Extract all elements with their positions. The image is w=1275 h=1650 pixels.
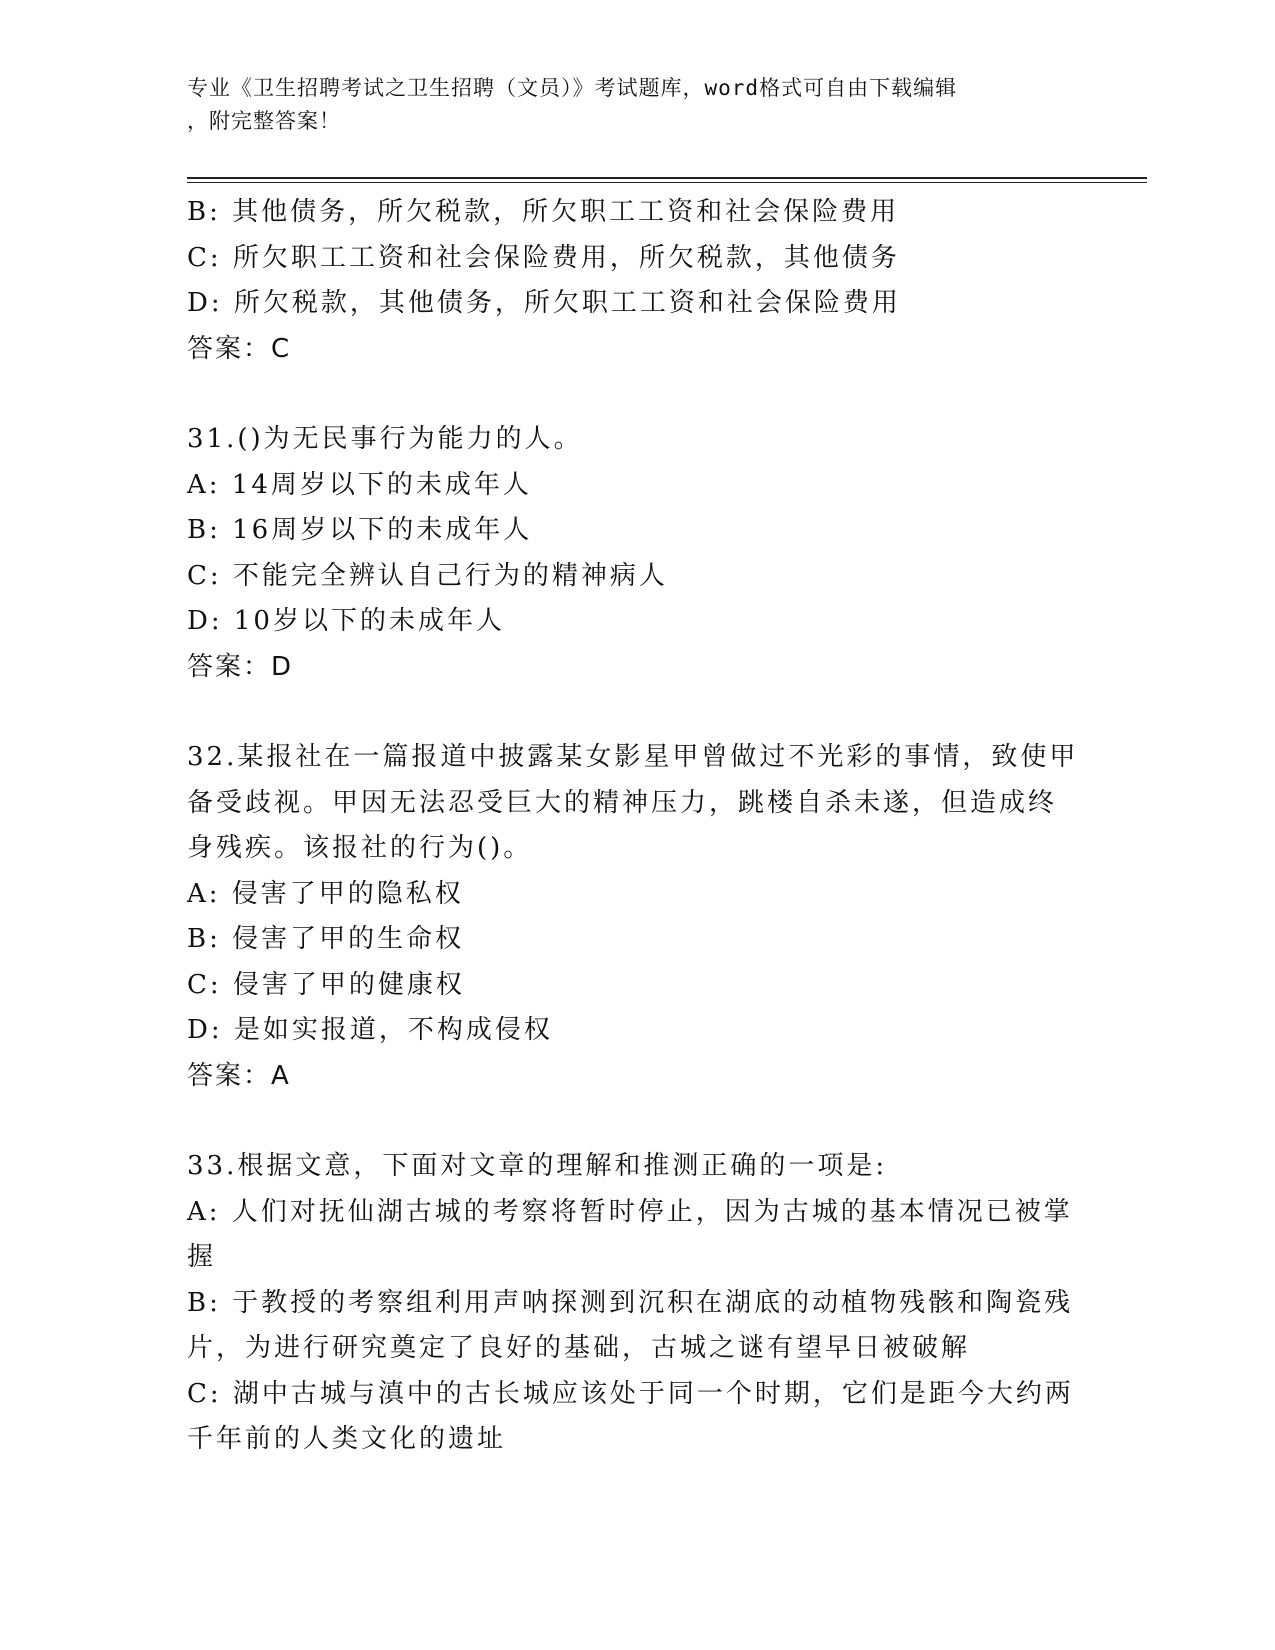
q33-option-b-line2: 片，为进行研究奠定了良好的基础，古城之谜有望早日被破解 [187, 1333, 971, 1363]
question-content [187, 190, 1079, 1463]
q31-option-c: C: 不能完全辨认自己行为的精神病人 [187, 560, 668, 591]
q31-answer: 答案：D [187, 651, 294, 682]
q32-option-b: B: 侵害了甲的生命权 [187, 924, 465, 954]
question-33-block [187, 1144, 1074, 1463]
header-title-line1: 专业《卫生招聘考试之卫生招聘（文员）》考试题库，word格式可自由下载编辑 [187, 76, 958, 100]
question-32-block [187, 735, 1079, 1099]
q32-stem-line1: 32.某报社在一篇报道中披露某女影星甲曾做过不光彩的事情，致使甲 [187, 742, 1079, 772]
header-title-line2: ，附完整答案！ [187, 109, 341, 133]
question-30-block [187, 190, 1067, 372]
q30-option-b: B: 其他债务，所欠税款，所欠职工工资和社会保险费用 [187, 197, 900, 227]
q31-option-b: B: 16周岁以下的未成年人 [187, 515, 533, 545]
q33-option-b-line1: B: 于教授的考察组利用声呐探测到沉积在湖底的动植物残骸和陶瓷残 [187, 1287, 1074, 1318]
page-header [187, 72, 1087, 138]
q33-option-c-line1: C: 湖中古城与滇中的古长城应该处于同一个时期，它们是距今大约两 [187, 1378, 1074, 1409]
q32-stem-line3: 身残疾。该报社的行为()。 [187, 833, 533, 863]
q32-option-d: D: 是如实报道，不构成侵权 [187, 1015, 553, 1045]
q33-option-a-line2: 握 [187, 1242, 217, 1272]
question-31-block [187, 417, 1067, 690]
q33-option-a-line1: A: 人们对抚仙湖古城的考察将暂时停止，因为古城的基本情况已被掌 [187, 1196, 1073, 1227]
header-divider [187, 177, 1147, 183]
q31-stem: 31.()为无民事行为能力的人。 [187, 424, 583, 454]
q30-option-c: C: 所欠职工工资和社会保险费用，所欠税款，其他债务 [187, 242, 900, 273]
q32-option-a: A: 侵害了甲的隐私权 [187, 878, 464, 909]
q31-option-a: A: 14周岁以下的未成年人 [187, 469, 532, 500]
q33-option-c-line2: 千年前的人类文化的遗址 [187, 1424, 507, 1454]
q32-stem-line2: 备受歧视。甲因无法忍受巨大的精神压力，跳楼自杀未遂，但造成终 [187, 787, 1058, 818]
q31-option-d: D: 10岁以下的未成年人 [187, 606, 505, 636]
q30-answer: 答案：C [187, 333, 292, 364]
q30-option-d: D: 所欠税款，其他债务，所欠职工工资和社会保险费用 [187, 288, 901, 318]
q32-option-c: C: 侵害了甲的健康权 [187, 969, 465, 1000]
q33-stem: 33.根据文意，下面对文章的理解和推测正确的一项是: [187, 1151, 888, 1181]
q32-answer: 答案：A [187, 1060, 291, 1091]
